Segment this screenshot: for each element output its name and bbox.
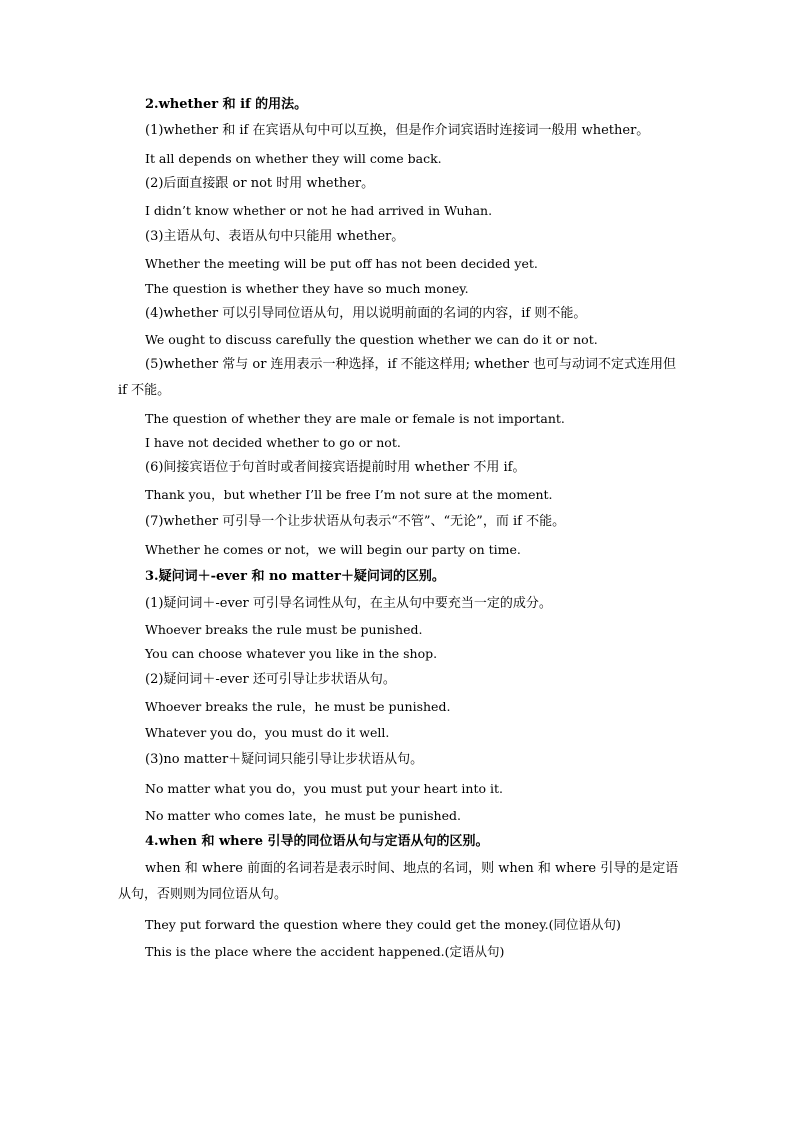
section-2-example-5a: The question of whether they are male or female is not important.: [145, 411, 565, 426]
section-3-example-3a: No matter what you do，you must put your heart into it.: [145, 781, 503, 796]
section-2-point-4: (4)whether 可以引导同位语从句，用以说明前面的名词的内容，if 则不能。: [145, 306, 587, 321]
section-3-heading: 3.疑问词＋-ever 和 no matter＋疑问词的区别。: [145, 569, 445, 584]
section-3-example-2a: Whoever breaks the rule，he must be punished.: [145, 699, 451, 714]
section-4-example-1: They put forward the question where they could get the money.(同位语从句): [145, 917, 621, 932]
section-4-example-2: This is the place where the accident happened.(定语从句): [145, 944, 505, 959]
section-4-paragraph: when 和 where 前面的名词若是表示时间、地点的名词，则 when 和 where 引导的是定语从句，否则则为同位语从句。: [118, 861, 679, 902]
section-2-example-2: I didn’t know whether or not he had arrived in Wuhan.: [145, 203, 493, 218]
section-2-example-5b: I have not decided whether to go or not.: [145, 435, 401, 450]
section-3-example-1a: Whoever breaks the rule must be punished.: [145, 622, 423, 637]
section-3-point-1: (1)疑问词＋-ever 可引导名词性从句，在主从句中要充当一定的成分。: [145, 596, 552, 611]
section-2-example-6: Thank you，but whether I’ll be free I’m not sure at the moment.: [145, 487, 553, 502]
section-2-example-7: Whether he comes or not，we will begin our party on time.: [145, 542, 521, 557]
section-3-example-2b: Whatever you do，you must do it well.: [145, 725, 390, 740]
section-3-point-2: (2)疑问词＋-ever 还可引导让步状语从句。: [145, 672, 396, 687]
section-4-heading: 4.when 和 where 引导的同位语从句与定语从句的区别。: [145, 834, 489, 849]
section-2-point-5: (5)whether 常与 or 连用表示一种选择，if 不能这样用; whether 也可与动词不定式连用但 if 不能。: [118, 357, 676, 398]
section-2-heading: 2.whether 和 if 的用法。: [145, 97, 308, 112]
section-2-point-6: (6)间接宾语位于句首时或者间接宾语提前时用 whether 不用 if。: [145, 460, 526, 475]
section-2-point-7: (7)whether 可引导一个让步状语从句表示“不管”、“无论”，而 if 不能。: [145, 514, 566, 529]
section-2-point-3: (3)主语从句、表语从句中只能用 whether。: [145, 229, 405, 244]
section-3-example-1b: You can choose whatever you like in the shop.: [145, 646, 438, 661]
section-3-point-3: (3)no matter＋疑问词只能引导让步状语从句。: [145, 752, 424, 767]
section-3-example-3b: No matter who comes late，he must be punished.: [145, 808, 461, 823]
section-2-point-2: (2)后面直接跟 or not 时用 whether。: [145, 176, 375, 191]
section-2-example-3a: Whether the meeting will be put off has not been decided yet.: [145, 256, 538, 271]
section-2-example-4: We ought to discuss carefully the question whether we can do it or not.: [145, 332, 598, 347]
section-2-example-3b: The question is whether they have so much money.: [145, 281, 469, 296]
section-2-point-1: (1)whether 和 if 在宾语从句中可以互换，但是作介词宾语时连接词一般用 whether。: [145, 123, 650, 138]
section-2-example-1: It all depends on whether they will come back.: [145, 151, 442, 166]
